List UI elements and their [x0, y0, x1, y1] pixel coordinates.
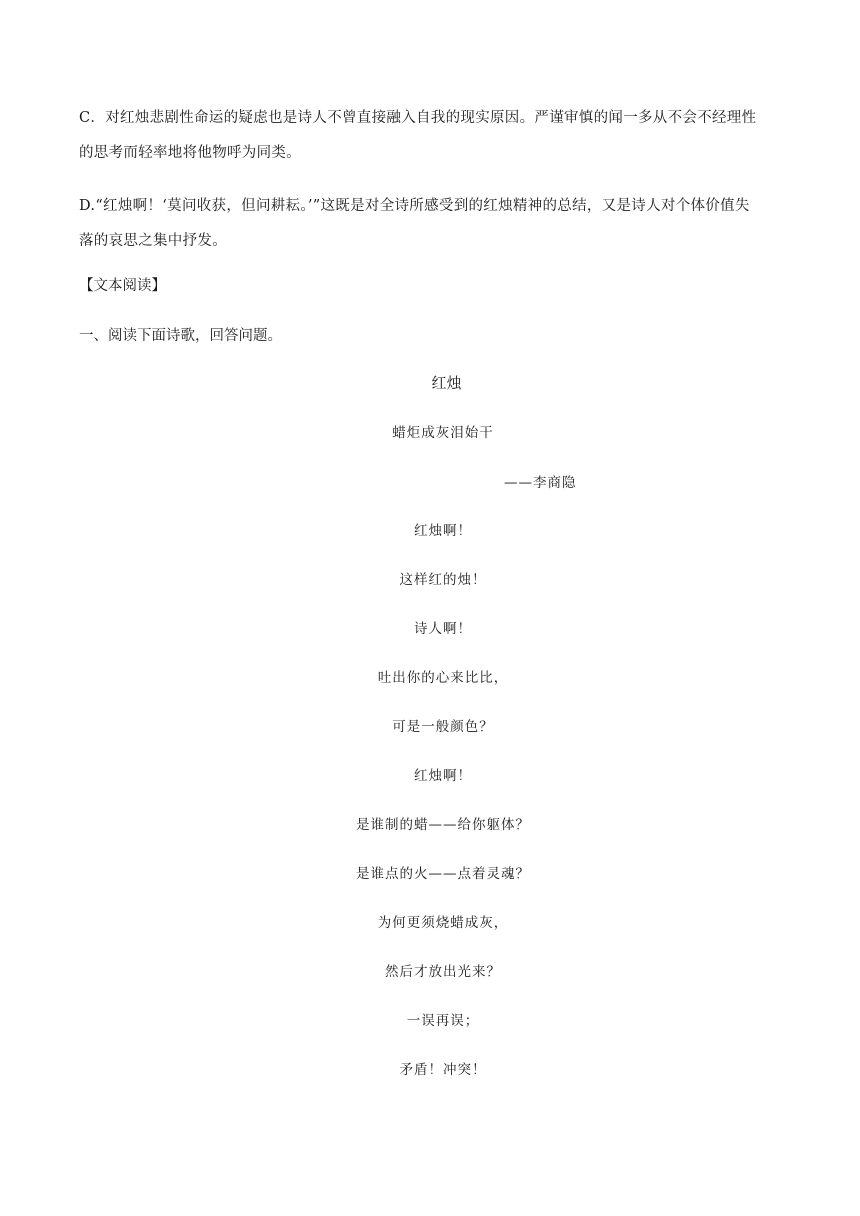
poem-epigraph: 蜡炬成灰泪始干	[392, 425, 494, 441]
poem-line: 一误再误；	[406, 1013, 480, 1029]
poem-title: 红烛	[431, 374, 462, 392]
poem-line: 为何更须烧蜡成灰，	[377, 915, 509, 931]
option-d	[79, 189, 779, 259]
section-heading: 【文本阅读】	[79, 278, 166, 294]
poem-line: 然后才放出光来？	[385, 964, 501, 980]
poem-line: 吐出你的心来比比，	[377, 670, 509, 686]
poem-line: 可是一般颜色？	[392, 719, 494, 735]
poem-line: 红烛啊！	[414, 523, 472, 539]
poem-line: 是谁制的蜡——给你躯体？	[356, 817, 530, 833]
question-instruction: 一、阅读下面诗歌，回答问题。	[79, 328, 282, 344]
poem-line: 诗人啊！	[414, 621, 472, 637]
poem-line: 矛盾！冲突！	[399, 1062, 487, 1078]
poem-line: 红烛啊！	[414, 768, 472, 784]
poem-attribution: ——李商隐	[504, 475, 577, 491]
option-c	[79, 101, 779, 171]
option-c-line-2: 的思考而轻率地将他物呼为同类。	[79, 145, 301, 161]
option-d-line-2: 落的哀思之集中抒发。	[79, 233, 227, 249]
option-c-line-1: C．对红烛悲剧性命运的疑虑也是诗人不曾直接融入自我的现实原因。严谨审慎的闻一多从不会不经理性	[79, 110, 757, 126]
option-d-line-1: D.“红烛啊！‘莫问收获，但问耕耘。’”这既是对全诗所感受到的红烛精神的总结，又是诗人对个体价值失	[79, 198, 750, 214]
poem-body	[0, 517, 860, 1105]
poem-line: 是谁点的火——点着灵魂？	[356, 866, 530, 882]
poem-line: 这样红的烛！	[399, 572, 487, 588]
